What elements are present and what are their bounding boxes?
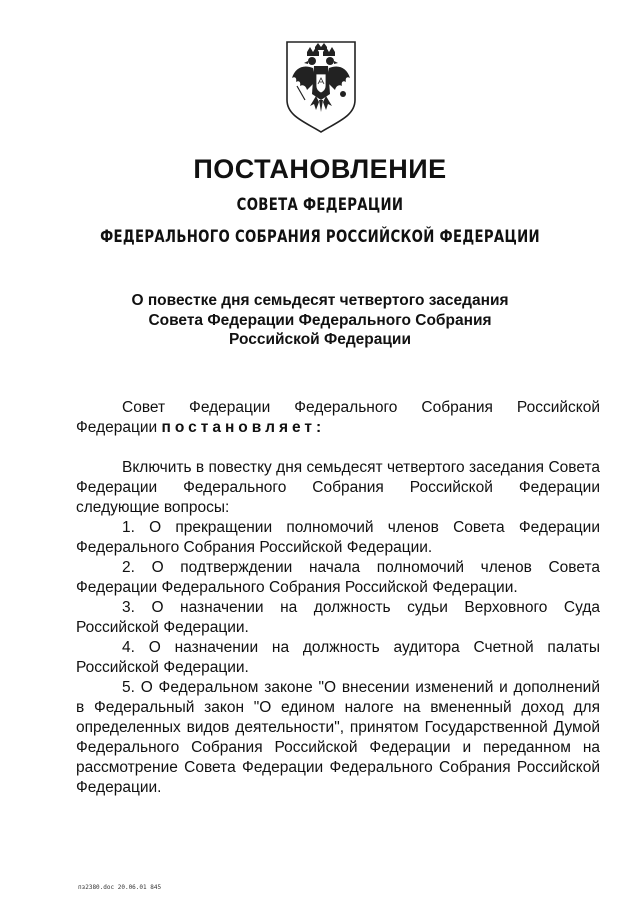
file-stamp: пз2380.doc 20.06.01 845 — [78, 884, 162, 891]
agenda-item: 5. О Федеральном законе "О внесении изменений и дополнений в Федеральный закон "О едином налоге на вмененный доход для определенных видов деятельности", принятом Государственной Думой Федерального Собрания Российской Федерации и переданном на рассмотрение Совета Федерации Федерального Собрания Российской Федерации. — [76, 679, 600, 796]
russian-coat-of-arms-icon — [283, 38, 359, 134]
title-line-3: Российской Федерации — [229, 331, 411, 348]
preamble-keyword: постановляет: — [161, 419, 326, 436]
title-line-2: Совета Федерации Федерального Собрания — [148, 311, 492, 329]
agenda-item: 2. О подтверждении начала полномочий членов Совета Федерации Федерального Собрания Российской Федерации. — [76, 559, 600, 596]
title-line-1: О повестке дня семьдесят четвертого заседания — [131, 292, 509, 309]
agenda-item: 4. О назначении на должность аудитора Счетной палаты Российской Федерации. — [76, 639, 600, 676]
agenda-list — [76, 518, 600, 798]
agenda-item: 3. О назначении на должность судьи Верховного Суда Российской Федерации. — [76, 599, 600, 636]
document-title — [100, 291, 540, 350]
issuer-line-2: ФЕДЕРАЛЬНОГО СОБРАНИЯ РОССИЙСКОЙ ФЕДЕРАЦИИ — [100, 227, 540, 247]
issuer-line-1: СОВЕТА ФЕДЕРАЦИИ — [236, 195, 404, 215]
document-type-heading: ПОСТАНОВЛЕНИЕ — [193, 154, 447, 184]
intro-paragraph: Включить в повестку дня семьдесят четвертого заседания Совета Федерации Федерального Собрания Российской Федерации следующие вопросы: — [76, 459, 600, 516]
agenda-item: 1. О прекращении полномочий членов Совета Федерации Федерального Собрания Российской Федерации. — [76, 519, 600, 556]
preamble-paragraph — [76, 398, 600, 438]
preamble-text: Совет Федерации Федерального Собрания Российской Федерации — [76, 399, 600, 436]
